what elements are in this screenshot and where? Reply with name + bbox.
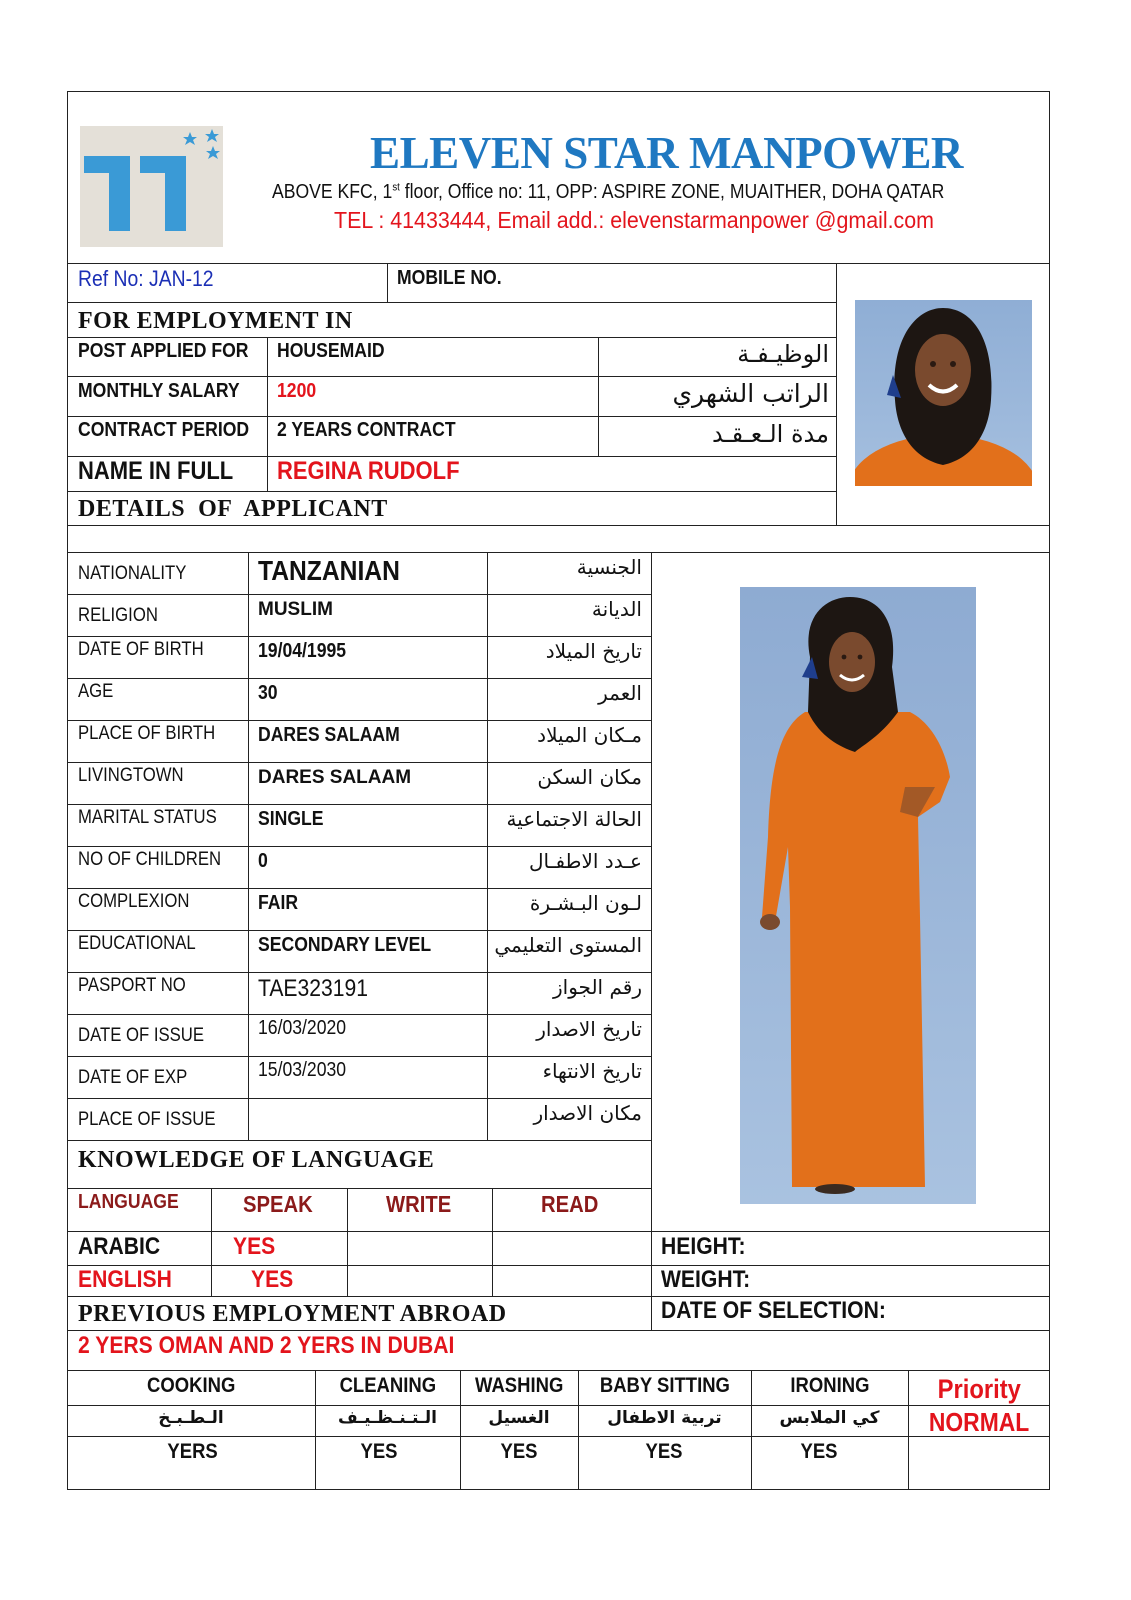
children-label: NO OF CHILDREN	[78, 849, 222, 870]
language-english-speak: YES	[251, 1266, 294, 1293]
applicant-full-photo	[740, 587, 976, 1204]
post-applied-arabic: الوظيـفـة	[737, 340, 829, 368]
issue-date-label: DATE OF ISSUE	[78, 1025, 205, 1046]
height-label: HEIGHT:	[661, 1233, 746, 1260]
religion-arabic: الديانة	[591, 597, 642, 621]
language-english: ENGLISH	[78, 1266, 172, 1293]
person-portrait-icon	[855, 300, 1032, 486]
divider	[67, 888, 652, 889]
divider	[67, 491, 837, 492]
language-header-speak: SPEAK	[243, 1191, 313, 1217]
post-applied-value: HOUSEMAID	[277, 340, 385, 362]
ref-number: Ref No: JAN-12	[78, 266, 214, 291]
full-name-label: NAME IN FULL	[78, 457, 234, 485]
divider	[347, 1188, 348, 1296]
previous-employment-value: 2 YERS OMAN AND 2 YERS IN DUBAI	[78, 1332, 455, 1359]
dob-value: 19/04/1995	[258, 640, 347, 662]
weight-label: WEIGHT:	[661, 1266, 751, 1293]
divider	[267, 337, 268, 491]
divider	[67, 263, 1050, 264]
marital-status-value: SINGLE	[258, 808, 324, 830]
logo-eleven-icon	[80, 126, 223, 247]
divider	[387, 263, 388, 302]
nationality-arabic: الجنسية	[576, 555, 642, 579]
livingtown-label: LIVINGTOWN	[78, 765, 184, 786]
language-header-read: READ	[541, 1191, 599, 1217]
star-icon	[206, 146, 220, 159]
skill-cleaning-arabic: الـتـنـظـيـف	[338, 1408, 437, 1428]
star-icon	[205, 129, 219, 142]
divider	[67, 1296, 1050, 1297]
section-language-title: KNOWLEDGE OF LANGUAGE	[78, 1147, 435, 1173]
marital-status-label: MARITAL STATUS	[78, 807, 217, 828]
divider	[67, 1056, 652, 1057]
complexion-label: COMPLEXION	[78, 891, 190, 912]
divider	[67, 762, 652, 763]
divider	[67, 337, 837, 338]
skill-baby-sitting-value: YES	[646, 1440, 683, 1463]
section-employment-title: FOR EMPLOYMENT IN	[78, 308, 353, 334]
livingtown-value: DARES SALAAM	[258, 767, 412, 788]
dob-arabic: تاريخ الميلاد	[545, 639, 642, 663]
dob-label: DATE OF BIRTH	[78, 639, 204, 660]
skill-baby-sitting-arabic: تربية الاطفال	[607, 1408, 722, 1428]
person-full-body-icon	[740, 587, 976, 1204]
monthly-salary-label: MONTHLY SALARY	[78, 380, 240, 402]
language-arabic: ARABIC	[78, 1233, 161, 1260]
divider	[67, 594, 652, 595]
divider	[67, 1014, 652, 1015]
company-contact[interactable]: TEL : 41433444, Email add.: elevenstarmanpower @gmail.com	[334, 207, 934, 233]
divider	[67, 1370, 1050, 1371]
company-name: ELEVEN STAR MANPOWER	[370, 127, 963, 178]
mobile-label: MOBILE NO.	[397, 267, 502, 289]
divider	[67, 972, 652, 973]
language-header-language: LANGUAGE	[78, 1191, 179, 1213]
skill-ironing: IRONING	[789, 1374, 870, 1397]
divider	[67, 804, 652, 805]
section-previous-employment-title: PREVIOUS EMPLOYMENT ABROAD	[78, 1301, 507, 1327]
skill-cooking-arabic: الـطـبـخ	[158, 1408, 224, 1428]
nationality-label: NATIONALITY	[78, 563, 187, 584]
divider	[67, 1098, 652, 1099]
monthly-salary-value: 1200	[277, 380, 317, 402]
marital-status-arabic: الحالة الاجتماعية	[506, 807, 642, 831]
religion-label: RELIGION	[78, 605, 158, 626]
divider	[67, 552, 1050, 553]
age-label: AGE	[78, 681, 114, 702]
contract-period-arabic: مدة الـعـقـد	[711, 420, 829, 448]
divider	[67, 720, 652, 721]
monthly-salary-arabic: الراتب الشهري	[672, 379, 829, 408]
complexion-value: FAIR	[258, 892, 299, 914]
divider	[67, 1140, 652, 1141]
contract-period-label: CONTRACT PERIOD	[78, 419, 250, 441]
divider	[67, 376, 837, 377]
skill-cleaning: CLEANING	[339, 1374, 436, 1397]
section-details-title: DETAILS OF APPLICANT	[78, 496, 388, 522]
issue-date-arabic: تاريخ الاصدار	[536, 1017, 642, 1041]
education-arabic: المستوى التعليمي	[494, 933, 642, 957]
skill-cooking-value: YERS	[167, 1440, 219, 1463]
place-of-birth-value: DARES SALAAM	[258, 724, 400, 746]
priority-value: NORMAL	[928, 1407, 1030, 1437]
company-address: ABOVE KFC, 1st floor, Office no: 11, OPP: ASPIRE ZONE, MUAITHER, DOHA QATAR	[272, 181, 945, 203]
education-label: EDUCATIONAL	[78, 933, 196, 954]
divider	[67, 416, 837, 417]
skill-ironing-arabic: كي الملابس	[779, 1408, 880, 1428]
divider	[67, 525, 1050, 526]
livingtown-arabic: مكان السكن	[537, 765, 642, 789]
divider	[67, 1436, 1050, 1437]
divider	[492, 1188, 493, 1296]
divider	[67, 930, 652, 931]
passport-label: PASPORT NO	[78, 975, 186, 996]
expiry-date-arabic: تاريخ الانتهاء	[542, 1059, 642, 1083]
place-of-birth-arabic: مـكان الميلاد	[537, 723, 642, 747]
nationality-value: TANZANIAN	[258, 555, 400, 586]
place-of-issue-label: PLACE OF ISSUE	[78, 1109, 216, 1130]
post-applied-label: POST APPLIED FOR	[78, 340, 249, 362]
contract-period-value: 2 YEARS CONTRACT	[277, 419, 456, 441]
place-of-issue-arabic: مكان الاصدار	[533, 1101, 642, 1125]
children-arabic: عـدد الاطفـال	[528, 849, 642, 873]
expiry-date-label: DATE OF EXP	[78, 1067, 188, 1088]
divider	[67, 678, 652, 679]
issue-date-value: 16/03/2020	[258, 1017, 347, 1039]
star-icon	[183, 132, 197, 145]
expiry-date-value: 15/03/2030	[258, 1059, 347, 1081]
complexion-arabic: لـون البـشـرة	[529, 891, 642, 915]
date-of-selection-label: DATE OF SELECTION:	[661, 1297, 886, 1324]
religion-value: MUSLIM	[258, 599, 333, 620]
divider	[67, 1231, 1050, 1232]
education-value: SECONDARY LEVEL	[258, 934, 432, 956]
divider	[67, 1265, 1050, 1266]
skill-washing-value: YES	[500, 1440, 538, 1463]
language-header-write: WRITE	[386, 1191, 452, 1217]
age-arabic: العمر	[598, 681, 642, 705]
skill-cleaning-value: YES	[360, 1440, 398, 1463]
passport-value: TAE323191	[258, 975, 368, 1002]
divider	[67, 1405, 1050, 1406]
divider	[67, 636, 652, 637]
divider	[67, 1330, 1050, 1331]
divider	[67, 302, 837, 303]
skill-washing-arabic: الغسيل	[488, 1408, 550, 1428]
skill-washing: WASHING	[474, 1374, 564, 1397]
skill-ironing-value: YES	[801, 1440, 838, 1463]
skill-cooking: COOKING	[146, 1374, 236, 1397]
age-value: 30	[258, 682, 278, 704]
divider	[67, 1188, 652, 1189]
priority-label: Priority	[937, 1374, 1021, 1404]
skill-baby-sitting: BABY SITTING	[599, 1374, 730, 1397]
divider	[651, 552, 652, 1330]
language-arabic-speak: YES	[233, 1233, 276, 1260]
divider	[211, 1188, 212, 1296]
children-value: 0	[258, 850, 268, 872]
full-name-value: REGINA RUDOLF	[277, 457, 460, 485]
applicant-portrait-photo	[855, 300, 1032, 486]
passport-arabic: رقم الجواز	[553, 975, 642, 999]
divider	[67, 846, 652, 847]
place-of-birth-label: PLACE OF BIRTH	[78, 723, 216, 744]
company-logo	[80, 126, 223, 247]
divider	[598, 337, 599, 456]
